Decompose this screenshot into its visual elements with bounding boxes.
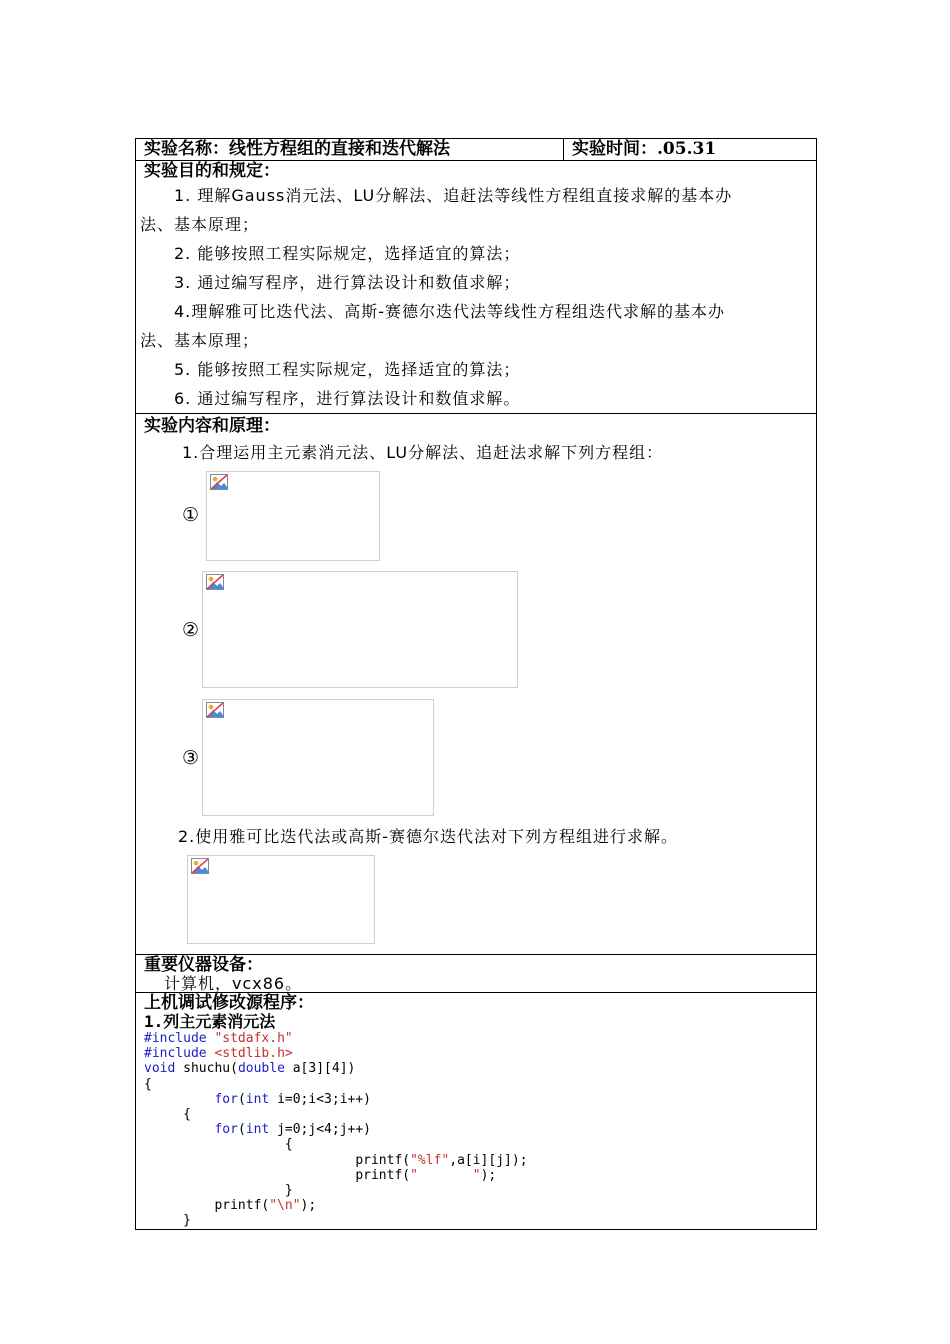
purpose-item-1a: 1. 理解Gauss消元法、LU分解法、追赶法等线性方程组直接求解的基本办 (174, 186, 733, 205)
equation-marker-1: ① (182, 504, 200, 526)
content-section (136, 414, 817, 955)
report-table (135, 138, 817, 1230)
equation-marker-2: ② (182, 619, 200, 641)
code-line: { (144, 1137, 293, 1153)
purpose-item-2: 2. 能够按照工程实际规定，选择适宜的算法； (174, 244, 521, 263)
broken-image-icon (206, 574, 224, 590)
source-section (136, 993, 817, 1230)
content-title: 实验内容和原理： (144, 416, 280, 436)
task-2: 2.使用雅可比迭代法或高斯-赛德尔迭代法对下列方程组进行求解。 (178, 827, 679, 846)
code-line: printf("%lf",a[i][j]); (144, 1152, 528, 1168)
equation-image-3 (202, 699, 434, 816)
code-line: for(int i=0;i<3;i++) (214, 1091, 371, 1107)
equipment-section (136, 955, 817, 993)
broken-image-icon (206, 702, 224, 718)
purpose-item-3: 3. 通过编写程序，进行算法设计和数值求解； (174, 273, 521, 292)
equation-image-1 (206, 471, 380, 561)
experiment-report (135, 138, 816, 1230)
purpose-item-4a: 4.理解雅可比迭代法、高斯-赛德尔迭代法等线性方程组迭代求解的基本办 (174, 302, 726, 321)
task-1: 1.合理运用主元素消元法、LU分解法、追赶法求解下列方程组： (182, 443, 664, 462)
code-line: void shuchu(double a[3][4]) (144, 1061, 356, 1077)
code-line: { (144, 1076, 152, 1092)
purpose-section (136, 161, 817, 414)
equation-image-2 (202, 571, 518, 688)
code-line: } (144, 1183, 293, 1199)
code-line: #include <stdlib.h> (144, 1046, 293, 1062)
equipment-title: 重要仪器设备： (144, 955, 263, 975)
code-line: printf("\n"); (144, 1198, 317, 1214)
code-block (136, 1031, 816, 1229)
source-subtitle: 1.列主元素消元法 (144, 1012, 276, 1031)
code-line: } (144, 1213, 191, 1229)
purpose-item-4b: 法、基本原理； (140, 331, 260, 350)
code-line: for(int j=0;j<4;j++) (214, 1122, 371, 1138)
equipment-text: 计算机，vcx86。 (164, 974, 303, 993)
broken-image-icon (210, 474, 228, 490)
code-line: printf(" "); (144, 1167, 497, 1183)
experiment-name: 实验名称：线性方程组的直接和迭代解法 (136, 139, 564, 161)
purpose-item-6: 6. 通过编写程序，进行算法设计和数值求解。 (174, 389, 521, 408)
experiment-time: 实验时间：.05.31 (564, 139, 817, 161)
equation-image-4 (187, 855, 375, 944)
source-title: 上机调试修改源程序： (144, 993, 314, 1013)
equation-marker-3: ③ (182, 747, 200, 769)
code-line: #include "stdafx.h" (144, 1031, 293, 1046)
purpose-item-1b: 法、基本原理； (140, 215, 260, 234)
broken-image-icon (191, 858, 209, 874)
code-line: { (144, 1107, 191, 1123)
purpose-title: 实验目的和规定： (144, 161, 280, 181)
purpose-item-5: 5. 能够按照工程实际规定，选择适宜的算法； (174, 360, 521, 379)
